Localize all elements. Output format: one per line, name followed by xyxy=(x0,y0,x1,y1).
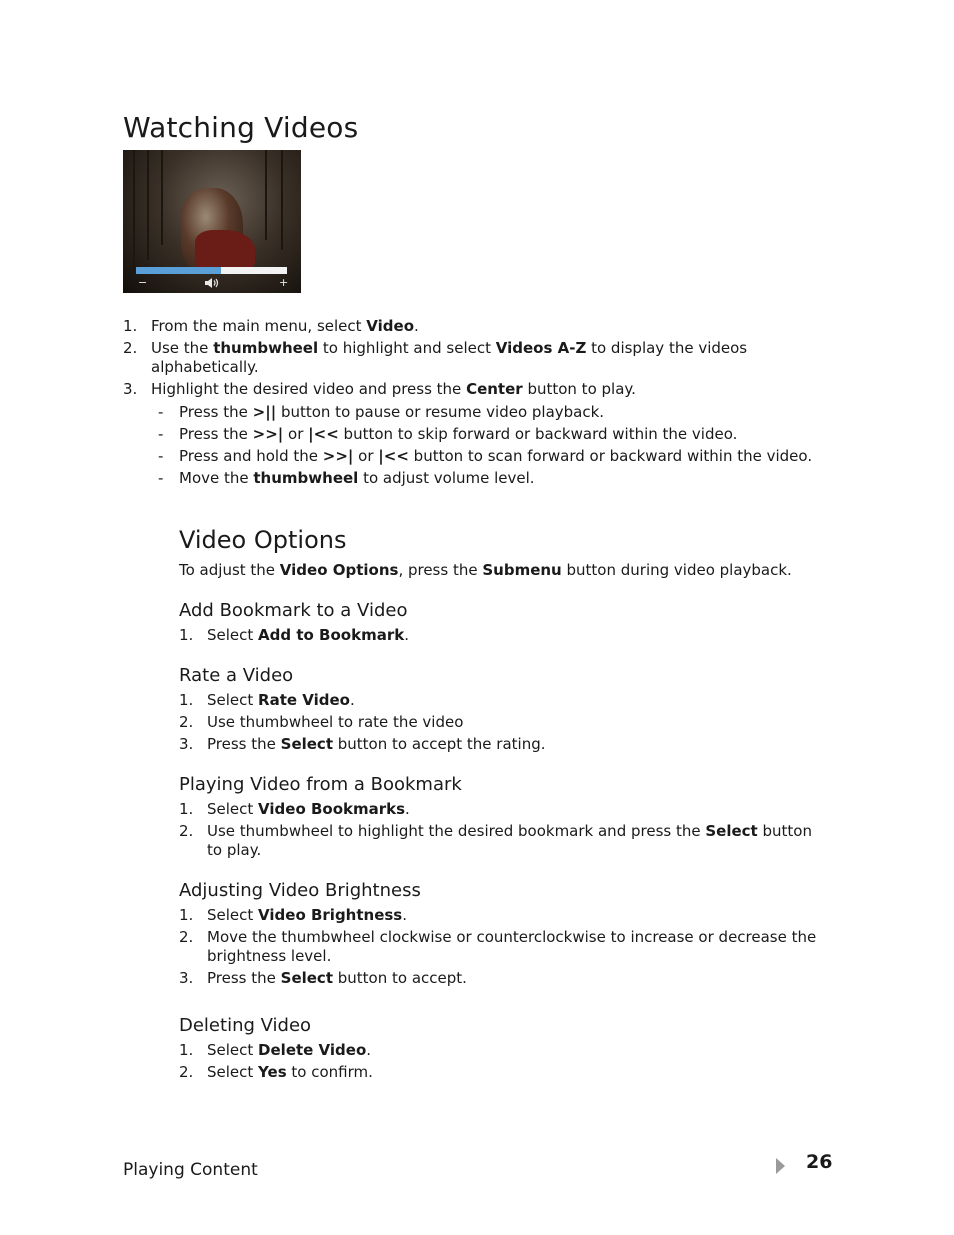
text-run: . xyxy=(366,1041,372,1059)
text-run: Move the xyxy=(179,469,254,487)
item-number: 2. xyxy=(179,822,194,840)
text-run: Move the thumbwheel clockwise or counterclockwise to increase or decrease the brightness level. xyxy=(207,928,817,965)
item-number: 2. xyxy=(179,713,194,731)
text-run: . xyxy=(402,906,408,924)
volume-icon xyxy=(204,277,220,292)
item-number: 2. xyxy=(123,339,138,357)
minus-icon: − xyxy=(138,276,148,289)
footer-section-name: Playing Content xyxy=(123,1160,258,1180)
list-item xyxy=(179,713,817,732)
item-text xyxy=(179,425,737,443)
text-run: to confirm. xyxy=(286,1063,373,1081)
bold-term: Video Bookmarks xyxy=(258,800,406,818)
item-text xyxy=(207,969,467,987)
item-number: 2. xyxy=(179,928,194,946)
text-run: To adjust the xyxy=(179,561,280,579)
text-run: Use thumbwheel to rate the video xyxy=(207,713,464,731)
text-run: Use thumbwheel to highlight the desired bookmark and press the xyxy=(207,822,706,840)
section-heading: Adjusting Video Brightness xyxy=(179,880,421,901)
item-text xyxy=(207,735,546,753)
text-run: button to skip forward or backward within the video. xyxy=(338,425,738,443)
item-text xyxy=(207,691,355,709)
page-title: Watching Videos xyxy=(123,111,359,144)
bold-term: thumbwheel xyxy=(253,469,359,487)
steps-list xyxy=(123,317,831,402)
text-run: or xyxy=(283,425,309,443)
bold-term: Rate Video xyxy=(258,691,350,709)
bold-term: Delete Video xyxy=(258,1041,367,1059)
text-run: button to accept. xyxy=(333,969,467,987)
item-text xyxy=(207,1041,371,1059)
item-text xyxy=(151,317,419,335)
text-run: . xyxy=(350,691,355,709)
bold-term: Center xyxy=(466,380,523,398)
list-item xyxy=(179,928,817,966)
bold-term: Select xyxy=(280,969,333,987)
section-heading: Playing Video from a Bookmark xyxy=(179,774,462,795)
text-run: Press the xyxy=(179,425,253,443)
list-item xyxy=(179,1041,817,1060)
item-text xyxy=(207,822,812,859)
text-run: From the main menu, select xyxy=(151,317,367,335)
text-run: button to pause or resume video playback. xyxy=(276,403,605,421)
list-item xyxy=(179,1063,817,1082)
text-run: button to play. xyxy=(207,822,812,859)
text-run: button to accept the rating. xyxy=(333,735,546,753)
list-item xyxy=(123,339,831,377)
volume-bar xyxy=(136,267,287,274)
item-text xyxy=(207,800,410,818)
volume-bar-fill xyxy=(136,267,221,274)
list-item xyxy=(179,800,817,819)
bold-term: >|| xyxy=(252,403,277,421)
bold-term: Video xyxy=(366,317,414,335)
item-text xyxy=(179,447,812,465)
bold-term: Add to Bookmark xyxy=(258,626,405,644)
bullet-dash: - xyxy=(158,447,164,465)
item-text xyxy=(179,469,535,487)
bullet-dash: - xyxy=(158,403,164,421)
substeps-list xyxy=(158,403,831,491)
text-run: to highlight and select xyxy=(318,339,496,357)
bold-term: Select xyxy=(705,822,758,840)
text-run: Press the xyxy=(207,735,281,753)
section-steps xyxy=(179,691,817,757)
section-steps xyxy=(179,800,817,863)
section-steps xyxy=(179,906,817,991)
text-run: Press the xyxy=(179,403,253,421)
text-run: Press the xyxy=(207,969,281,987)
item-number: 3. xyxy=(179,969,194,987)
bold-term: |<< xyxy=(378,447,409,465)
list-item xyxy=(179,822,817,860)
list-item xyxy=(123,380,831,399)
item-text xyxy=(207,713,463,731)
text-run: button to play. xyxy=(522,380,636,398)
spear-shape xyxy=(161,150,163,245)
item-number: 1. xyxy=(123,317,138,335)
item-text xyxy=(151,339,747,376)
text-run: or xyxy=(353,447,379,465)
plus-icon: + xyxy=(279,276,289,289)
item-number: 2. xyxy=(179,1063,194,1081)
list-item xyxy=(123,317,831,336)
bold-term: Select xyxy=(280,735,333,753)
list-item xyxy=(179,735,817,754)
bold-term: >>| xyxy=(252,425,284,443)
text-run: button during video playback. xyxy=(561,561,792,579)
spear-shape xyxy=(147,150,149,260)
text-run: Select xyxy=(207,626,259,644)
spear-shape xyxy=(265,150,267,240)
item-text xyxy=(207,928,816,965)
list-item xyxy=(158,403,831,422)
page-number: 26 xyxy=(806,1151,833,1173)
text-run: Select xyxy=(207,1041,259,1059)
item-text xyxy=(179,403,604,421)
bold-term: Submenu xyxy=(482,561,562,579)
text-run: Highlight the desired video and press the xyxy=(151,380,467,398)
item-number: 3. xyxy=(179,735,194,753)
text-run: , press the xyxy=(398,561,483,579)
warrior-cape xyxy=(195,230,255,270)
item-number: 1. xyxy=(179,800,194,818)
spear-shape xyxy=(133,150,135,270)
item-number: 1. xyxy=(179,691,194,709)
spear-shape xyxy=(281,150,283,250)
item-text xyxy=(207,906,407,924)
text-run: . xyxy=(404,626,409,644)
bold-term: >>| xyxy=(322,447,354,465)
item-number: 1. xyxy=(179,906,194,924)
item-number: 1. xyxy=(179,626,194,644)
video-options-heading: Video Options xyxy=(179,526,347,554)
text-run: Select xyxy=(207,691,259,709)
list-item xyxy=(179,969,817,988)
item-text xyxy=(207,626,409,644)
section-steps xyxy=(179,626,817,648)
text-run: Press and hold the xyxy=(179,447,323,465)
list-item xyxy=(158,469,831,488)
section-heading: Add Bookmark to a Video xyxy=(179,600,408,621)
item-number: 1. xyxy=(179,1041,194,1059)
bullet-dash: - xyxy=(158,425,164,443)
text-run: Select xyxy=(207,800,259,818)
text-run: to adjust volume level. xyxy=(358,469,535,487)
bold-term: Video Options xyxy=(279,561,399,579)
list-item xyxy=(158,425,831,444)
section-steps xyxy=(179,1041,817,1085)
section-heading: Rate a Video xyxy=(179,665,294,686)
bullet-dash: - xyxy=(158,469,164,487)
item-text xyxy=(151,380,636,398)
section-heading: Deleting Video xyxy=(179,1015,312,1036)
list-item xyxy=(179,626,817,645)
bold-term: Videos A-Z xyxy=(495,339,587,357)
text-run: Select xyxy=(207,1063,259,1081)
list-item xyxy=(179,691,817,710)
bold-term: |<< xyxy=(308,425,339,443)
item-number: 3. xyxy=(123,380,138,398)
bold-term: Yes xyxy=(258,1063,287,1081)
text-run: to display the videos alphabetically. xyxy=(151,339,748,376)
item-text xyxy=(207,1063,373,1081)
page-arrow-icon xyxy=(776,1158,785,1174)
video-screenshot xyxy=(123,150,301,293)
text-run: . xyxy=(405,800,410,818)
video-options-intro xyxy=(179,561,792,580)
text-run: Use the xyxy=(151,339,214,357)
text-run: Select xyxy=(207,906,259,924)
bold-term: Video Brightness xyxy=(258,906,403,924)
list-item xyxy=(158,447,831,466)
text-run: button to scan forward or backward within the video. xyxy=(408,447,813,465)
bold-term: thumbwheel xyxy=(213,339,319,357)
text-run: . xyxy=(414,317,419,335)
list-item xyxy=(179,906,817,925)
